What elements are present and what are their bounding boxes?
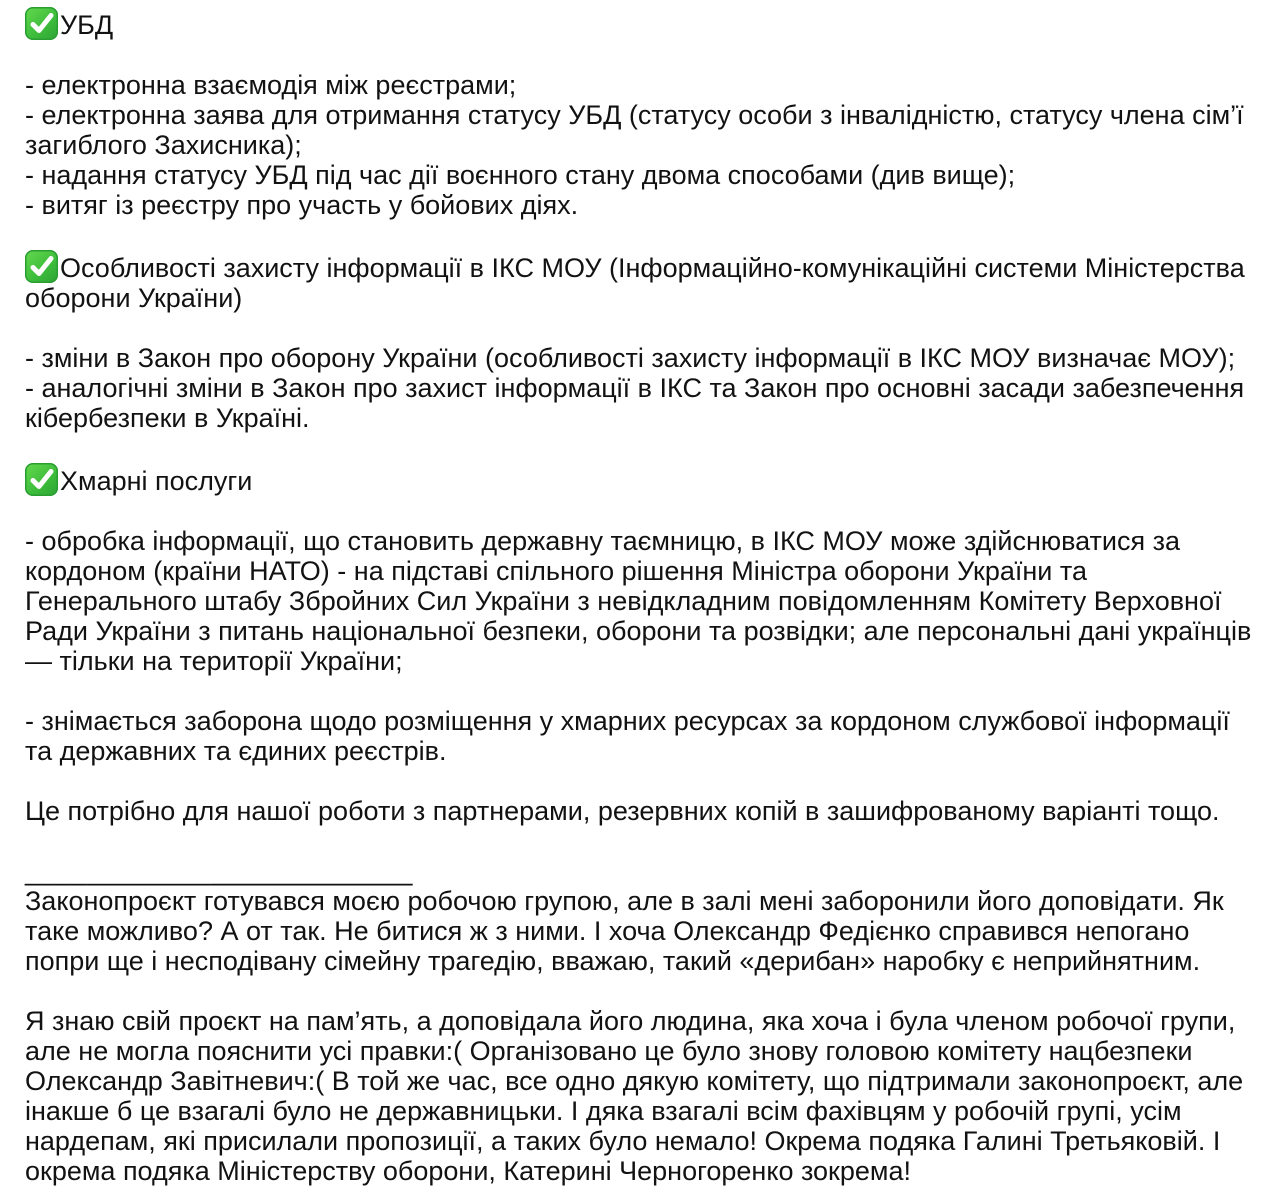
list-item: - електронна заява для отримання статусу УБД (статусу особи з інвалідністю, статусу члена сім’ї загиблого Захисника); <box>25 100 1244 160</box>
list-item: - обробка інформації, що становить державну таємницю, в ІКС МОУ може здійснюватися за кордоном (країни НАТО) - на підставі спільного рішення Міністра оборони України та Генерального штабу Збройних Сил України з невідкладним повідомленням Комітету Верховної Ради України з питань національної безпеки, оборони та розвідки; але персональні дані українців — тільки на території України; <box>25 526 1252 676</box>
check-mark-icon <box>25 250 58 283</box>
list-item: - надання статусу УБД під час дії воєнного стану двома способами (див вище); <box>25 160 1016 190</box>
paragraph-thanks: Я знаю свій проєкт на пам’ять, а доповідала його людина, яка хоча і була членом робочої групи, але не могла пояснити усі правки:( Організовано це було знову головою комітету нацбезпеки Олександр Завітневич:( В той же час, все одно дякую комітету, що підтримали законопроєкт, але інакше б це взагалі було не державницьки. І дяка взагалі всім фахівцям у робочій групі, усім нардепам, які присилали пропозиції, а таких було немало! Окрема подяка Галині Третьяковій. І окрема подяка Міністерству оборони, Катерині Черногоренко зокрема! <box>25 1006 1244 1186</box>
list-item: - знімається заборона щодо розміщення у хмарних ресурсах за кордоном службової інформації та державних та єдиних реєстрів. <box>25 706 1230 766</box>
check-mark-icon <box>25 463 58 496</box>
footer-commentary-block <box>25 856 1256 976</box>
check-mark-icon <box>25 7 58 40</box>
section-heading-cloud <box>25 463 1256 496</box>
section-heading-ubd <box>25 7 1256 40</box>
bullet-list-cloud-2 <box>25 706 1256 766</box>
section-heading-label: Особливості захисту інформації в ІКС МОУ (Інформаційно-комунікаційні системи Міністерства оборони України) <box>25 253 1245 313</box>
section-heading-label: УБД <box>60 10 114 40</box>
bullet-list-ubd <box>25 70 1256 220</box>
section-heading-iks-mou <box>25 250 1256 313</box>
bullet-list-iks-mou <box>25 343 1256 433</box>
list-item: - електронна взаємодія між реєстрами; <box>25 70 517 100</box>
list-item: - аналогічні зміни в Закон про захист інформації в ІКС та Закон про основні засади забезпечення кібербезпеки в Україні. <box>25 373 1245 433</box>
list-item: - зміни в Закон про оборону України (особливості захисту інформації в ІКС МОУ визначає МОУ); <box>25 343 1236 373</box>
section-heading-label: Хмарні послуги <box>60 466 253 496</box>
bullet-list-cloud-1 <box>25 526 1256 676</box>
paragraph-purpose: Це потрібно для нашої роботи з партнерами, резервних копій в зашифрованому варіанті тощо. <box>25 796 1220 826</box>
paragraph-commentary: Законопроєкт готувався моєю робочою групою, але в залі мені заборонили його доповідати. Як таке можливо? А от так. Не битися ж з ними. І хоча Олександр Федієнко справився непогано попри ще і несподівану сімейну трагедію, вважаю, такий «дерибан» наробку є неприйнятним. <box>25 886 1224 976</box>
list-item: - витяг із реєстру про участь у бойових діях. <box>25 190 579 220</box>
divider-line: _________________________ <box>25 856 413 886</box>
